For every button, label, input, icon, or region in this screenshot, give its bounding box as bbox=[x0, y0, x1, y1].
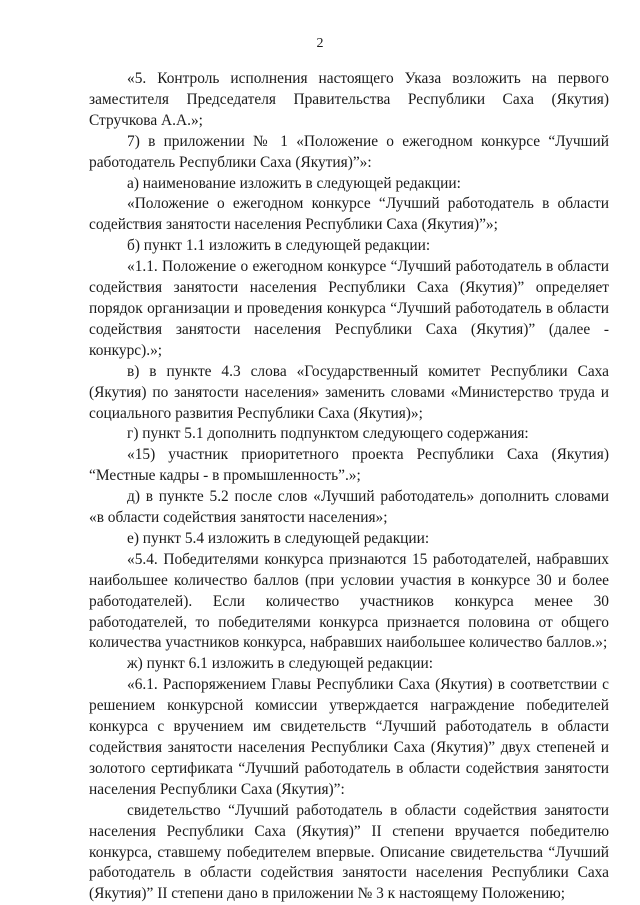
paragraph: «6.1. Распоряжением Главы Республики Саха (Якутия) в соответствии с решением конкурсной комиссии утверждается награждение победителей конкурса с вручением им свидетельств “Лучший работодатель в области содействия занятости населения Республики Саха (Якутия)” двух степеней и золотого сертификата “Лучший работодатель в области содействия занятости населения Республики Саха (Якутия)”: bbox=[89, 676, 609, 798]
paragraph: «5. Контроль исполнения настоящего Указа возложить на первого заместителя Председателя Правительства Республики Саха (Якутия) Стручкова А.А.»; bbox=[89, 70, 609, 129]
paragraph: а) наименование изложить в следующей редакции: bbox=[127, 174, 461, 192]
paragraph: б) пункт 1.1 изложить в следующей редакции: bbox=[127, 237, 431, 255]
paragraph: «Положение о ежегодном конкурсе “Лучший работодатель в области содействия занятости населения Республики Саха (Якутия)”»; bbox=[89, 195, 609, 234]
paragraph: г) пункт 5.1 дополнить подпунктом следующего содержания: bbox=[127, 425, 529, 443]
paragraph: «15) участник приоритетного проекта Республики Саха (Якутия) “Местные кадры - в промышленность”.»; bbox=[89, 446, 609, 485]
paragraph: ж) пункт 6.1 изложить в следующей редакции: bbox=[127, 655, 433, 673]
paragraph: д) в пункте 5.2 после слов «Лучший работодатель» дополнить словами «в области содействия занятости населения»; bbox=[89, 488, 609, 527]
page-number: 2 bbox=[316, 36, 324, 51]
paragraph: «1.1. Положение о ежегодном конкурсе “Лучший работодатель в области содействия занятости населения Республики Саха (Якутия)” определяет порядок организации и проведения конкурса “Лучший работодатель в области содействия занятости населения Республики Саха (Якутия)” (далее - конкурс).»; bbox=[89, 258, 609, 359]
paragraph: 7) в приложении № 1 «Положение о ежегодном конкурсе “Лучший работодатель Республики Саха (Якутия)”»: bbox=[89, 132, 609, 171]
paragraph: в) в пункте 4.3 слова «Государственный комитет Республики Саха (Якутия) по занятости населения» заменить словами «Министерство труда и социального развития Республики Саха (Якутия)»; bbox=[89, 362, 609, 422]
paragraph: е) пункт 5.4 изложить в следующей редакции: bbox=[127, 529, 430, 547]
document-body bbox=[89, 69, 609, 905]
paragraph: «5.4. Победителями конкурса признаются 15 работодателей, набравших наибольшее количество баллов (при условии участия в конкурсе 30 и более работодателей). Если количество участников конкурса менее 30 работодателей, то победителями конкурса признается половина от общего количества участников конкурса, набравших наибольшее количество баллов.»; bbox=[89, 550, 609, 652]
paragraph: свидетельство “Лучший работодатель в области содействия занятости населения Республики Саха (Якутия)” II степени вручается победителю конкурса, ставшему победителем впервые. Описание свидетельства “Лучший работодатель в области содействия занятости населения Республики Саха (Якутия)” II степени дано в приложении № 3 к настоящему Положению; bbox=[89, 801, 609, 903]
